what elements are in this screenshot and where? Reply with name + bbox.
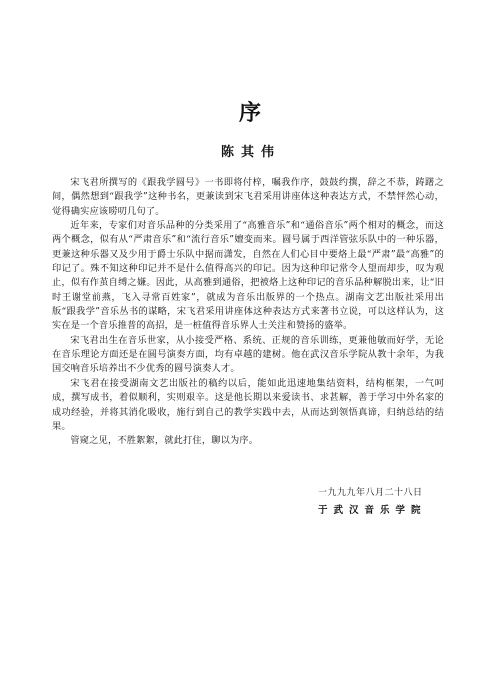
paragraph: 管窥之见，不胜絮絮，就此打住，聊以为序。 <box>70 435 259 447</box>
signature-date: 一九九九年八月二十八日 <box>318 488 423 498</box>
author-name: 陈其伟 <box>220 145 281 160</box>
paragraph: 宋飞君所撰写的《跟我学圆号》一书即将付梓，嘱我作序，鼓鼓约撰，辞之不恭，踌躇之间，偶然想到“跟我学”这种书名，更兼读到宋飞君采用讲座体这种表达方式，不禁怦然心动，觉得确实应该唠叨几句了。 <box>52 177 444 217</box>
page-title: 序 <box>238 100 263 126</box>
preface-body <box>52 176 444 449</box>
paragraph: 近年来，专家们对音乐品种的分类采用了“高雅音乐”和“通俗音乐”两个相对的概念，而这两个概念，似有从“严肃音乐”和“流行音乐”嬗变而来。圆号属于西洋管弦乐队中的一种乐器，更兼这种乐器又及少用于爵士乐队中据而潇发，自然在人们心目中要烙上最“严肃”最“高雅”的印记了。殊不知这种印记并不是什么值得高兴的印记。因为这种印记常令人望而却步，叹为观止，似有作茧自缚之嫌。因此，从高雅到通俗，把被烙上这种印记的音乐品种解脱出来，让“旧时王谢堂前燕，飞入寻常百姓家”，就成为音乐出版界的一个热点。湖南文艺出版社采用出版“跟我学”音乐丛书的谋略，宋飞君采用讲座体这种表达方式来著书立说，可以这样认为，这实在是一个音乐推普的高招，是一桩值得音乐界人士关注和赞扬的盛举。 <box>52 220 444 332</box>
paragraph: 宋飞君出生在音乐世家，从小接受严格、系统、正规的音乐训练，更兼他敏而好学，无论在音乐理论方面还是在圆号演奏方面，均有卓越的建树。他在武汉音乐学院从教十余年，为我国交响音乐培养出不少优秀的圆号演奏人才。 <box>52 334 444 375</box>
paragraph: 宋飞君在接受湖南文艺出版社的稿约以后，能如此迅速地集结资料，结构框架，一气呵成，撰写成书，着似顺利，实则艰辛。这是他长期以来爱读书、求甚解，善于学习中外名家的成功经验，并将其消化吸收，施行到自己的教学实践中去，从而达到领悟真谛，归纳总结的结果。 <box>52 377 444 432</box>
signature-place: 于武汉音乐学院 <box>318 505 427 516</box>
